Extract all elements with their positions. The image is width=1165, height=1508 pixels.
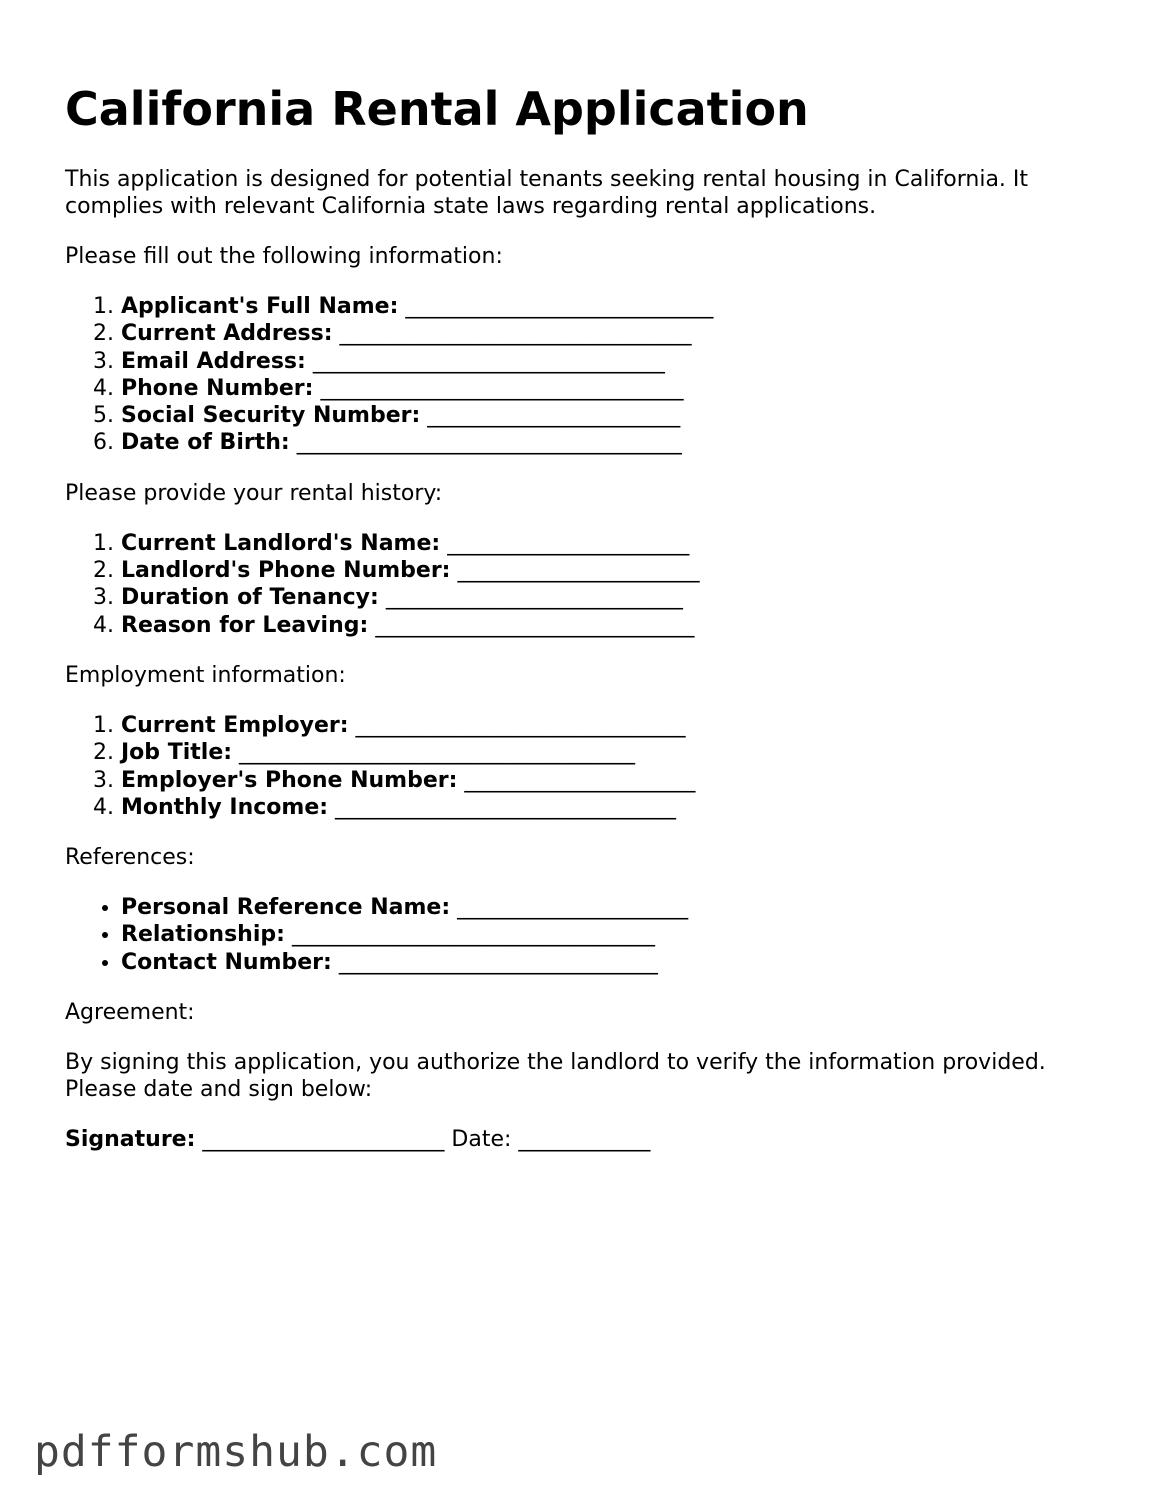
intro-paragraph: This application is designed for potential tenants seeking rental housing in California. It complies with relevant California state laws regarding rental applications. <box>65 167 1029 219</box>
field-label: Social Security Number: <box>121 403 421 429</box>
blank-line[interactable]: ____________________________ <box>405 294 714 319</box>
blank-line[interactable]: ______________________ <box>447 530 690 556</box>
blank-line[interactable]: _______________________________ <box>335 794 677 820</box>
employment-prompt: Employment information: <box>65 662 346 688</box>
list-item <box>121 293 1105 320</box>
agreement-text: By signing this application, you authorize the landlord to verify the information provided. Please date and sign below: <box>65 1050 1046 1103</box>
date-blank[interactable]: ____________ <box>518 1127 651 1153</box>
watermark: pdfformshub.com <box>34 1427 438 1477</box>
date-label: Date: <box>451 1127 512 1153</box>
list-item <box>121 429 1105 456</box>
references-prompt: References: <box>65 845 195 871</box>
field-label: Relationship: <box>121 922 285 948</box>
blank-line[interactable]: ________________________________ <box>312 348 665 374</box>
field-label: Reason for Leaving: <box>121 612 369 638</box>
field-label: Monthly Income: <box>121 794 329 820</box>
list-item <box>121 612 1105 639</box>
field-label: Employer's Phone Number: <box>121 767 458 793</box>
references-list <box>65 894 1105 976</box>
list-item <box>121 712 1105 739</box>
signature-label: Signature: <box>65 1127 196 1153</box>
list-item <box>121 375 1105 402</box>
personal-info-prompt: Please fill out the following information: <box>65 244 503 269</box>
blank-line[interactable]: ___________________________________ <box>296 430 682 456</box>
personal-info-list <box>65 293 1105 457</box>
list-item <box>121 767 1105 794</box>
list-item <box>121 949 1105 976</box>
rental-history-prompt: Please provide your rental history: <box>65 480 443 506</box>
list-item <box>121 894 1105 921</box>
field-label: Date of Birth: <box>121 430 290 456</box>
blank-line[interactable]: _____________________________ <box>338 949 658 975</box>
field-label: Current Employer: <box>121 712 349 738</box>
blank-line[interactable]: _______________________ <box>427 403 681 429</box>
signature-blank[interactable]: ______________________ <box>202 1127 445 1153</box>
page-title: California Rental Application <box>65 82 809 136</box>
blank-line[interactable]: _____________________ <box>464 767 696 793</box>
employment-list <box>65 712 1105 821</box>
blank-line[interactable]: _____________________________ <box>375 612 695 638</box>
list-item <box>121 402 1105 429</box>
signature-line <box>65 1126 1105 1153</box>
field-label: Duration of Tenancy: <box>121 585 379 611</box>
blank-line[interactable]: ____________________________________ <box>239 740 636 766</box>
document-page <box>65 78 1105 1153</box>
blank-line[interactable]: _____________________ <box>457 895 689 921</box>
list-item <box>121 557 1105 584</box>
list-item <box>121 584 1105 611</box>
list-item <box>121 530 1105 557</box>
blank-line[interactable]: ______________________ <box>457 558 700 584</box>
list-item <box>121 794 1105 821</box>
field-label: Contact Number: <box>121 949 332 975</box>
field-label: Email Address: <box>121 348 306 374</box>
list-item <box>121 320 1105 347</box>
field-label: Phone Number: <box>121 375 314 401</box>
blank-line[interactable]: _________________________________ <box>320 375 684 401</box>
list-item <box>121 739 1105 766</box>
field-label: Applicant's Full Name: <box>121 294 399 319</box>
blank-line[interactable]: ________________________________ <box>339 321 692 347</box>
blank-line[interactable]: ___________________________ <box>385 585 683 611</box>
field-label: Job Title: <box>121 740 233 766</box>
field-label: Personal Reference Name: <box>121 895 451 921</box>
rental-history-list <box>65 530 1105 639</box>
field-label: Current Landlord's Name: <box>121 530 441 556</box>
list-item <box>121 348 1105 375</box>
blank-line[interactable]: _________________________________ <box>291 922 655 948</box>
blank-line[interactable]: ______________________________ <box>355 712 686 738</box>
agreement-heading: Agreement: <box>65 1000 195 1026</box>
field-label: Current Address: <box>121 321 333 347</box>
list-item <box>121 921 1105 948</box>
field-label: Landlord's Phone Number: <box>121 558 451 584</box>
